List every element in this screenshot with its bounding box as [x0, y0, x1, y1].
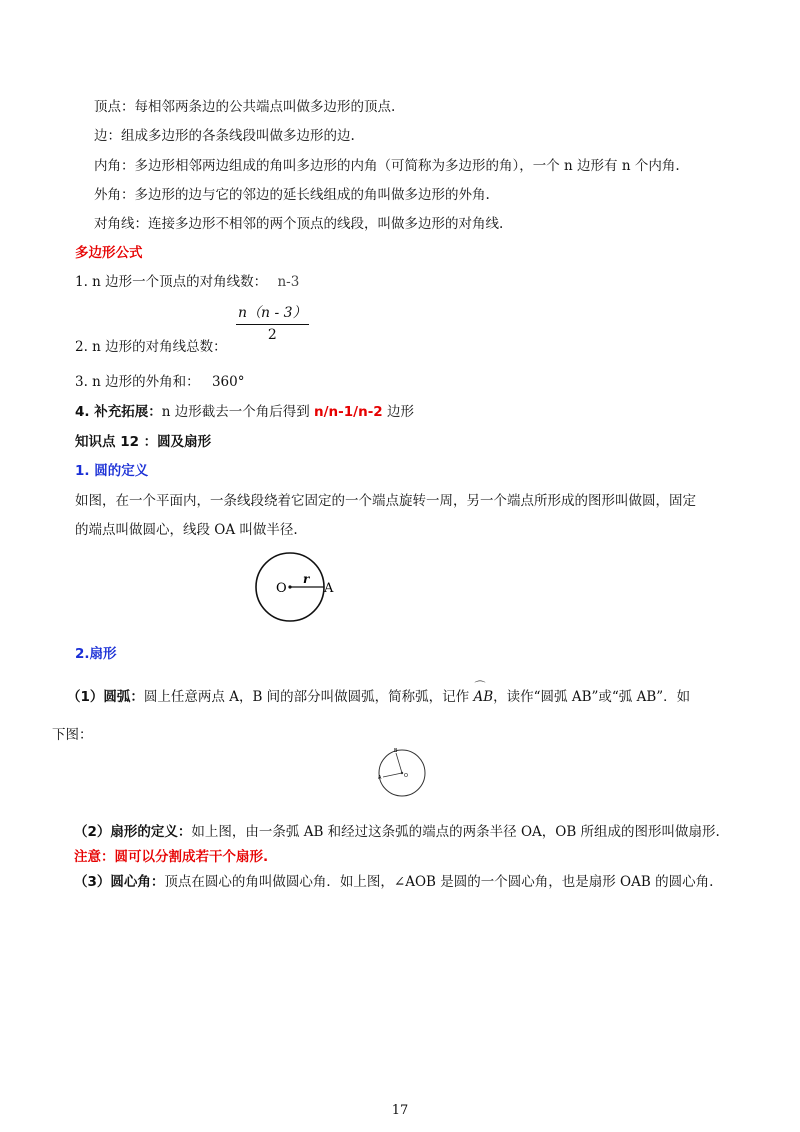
formula-2-label: 2. n 边形的对角线总数： [75, 339, 227, 355]
arc-text-a: 圆上任意两点 A，B 间的部分叫做圆弧，简称弧，记作 [143, 689, 470, 705]
formula-2-numerator: n（n - 3） [236, 302, 309, 325]
arc-symbol: ⌒ AB [473, 688, 493, 706]
formula-3-value: 360° [211, 374, 245, 390]
formula-2-denominator: 2 [267, 327, 277, 343]
formula-4-highlight: n/n-1/n-2 [314, 404, 383, 420]
sector-label-a: A [378, 775, 382, 781]
circle-figure [250, 548, 340, 628]
arc-text-continue: 下图： [52, 727, 93, 743]
sector-label-b: B [394, 748, 398, 754]
def-side: 边：组成多边形的各条线段叫做多边形的边. [94, 128, 355, 144]
formula-4-text-b: 边形 [382, 404, 414, 420]
formula-4 [75, 403, 414, 421]
central-angle-label: （3）圆心角： [74, 874, 165, 890]
def-interior [94, 157, 680, 175]
circle-def-line-1: 如图，在一个平面内，一条线段绕着它固定的一个端点旋转一周，另一个端点所形成的图形叫做圆，固定 [75, 493, 696, 509]
sector-figure [372, 745, 432, 801]
sector-definition [74, 823, 720, 841]
sector-center-dot [401, 772, 403, 774]
def-interior-n2: n [621, 158, 631, 174]
formulas-heading: 多边形公式 [75, 245, 143, 261]
point-a-label: A [324, 581, 334, 596]
subsection-circle-definition: 1. 圆的定义 [75, 463, 149, 479]
def-diagonal: 对角线：连接多边形不相邻的两个顶点的线段，叫做多边形的对角线. [94, 216, 504, 232]
note: 注意：圆可以分割成若干个扇形. [74, 849, 269, 865]
central-angle-definition [74, 873, 713, 891]
center-dot [288, 585, 291, 588]
def-exterior: 外角：多边形的边与它的邻边的延长线组成的角叫做多边形的外角. [94, 187, 490, 203]
radius-label: r [303, 572, 310, 586]
def-vertex: 顶点：每相邻两条边的公共端点叫做多边形的顶点. [94, 99, 396, 115]
sector-label: （2）扇形的定义： [74, 824, 192, 840]
def-interior-text-a: 内角：多边形相邻两边组成的角叫多边形的内角（可简称为多边形的角），一个 [94, 158, 560, 174]
radius-oa [383, 773, 402, 777]
formula-3 [75, 373, 245, 391]
arc-definition [67, 688, 690, 706]
def-interior-n1: n [564, 158, 573, 174]
radius-ob [396, 753, 402, 773]
arc-label: （1）圆弧： [67, 689, 144, 705]
central-angle-text: 顶点在圆心的角叫做圆心角．如上图，∠AOB 是圆的一个圆心角，也是扇形 OAB 的圆心角. [164, 874, 714, 890]
page-number: 17 [391, 1103, 409, 1118]
formula-4-text-a: n 边形截去一个角后得到 [161, 404, 315, 420]
section-title: 知识点 12 ：圆及扇形 [75, 434, 212, 450]
def-interior-text-c: 个内角. [634, 158, 680, 174]
sector-label-o: O [404, 773, 408, 779]
formula-1 [75, 273, 299, 291]
circle-def-line-2: 的端点叫做圆心，线段 OA 叫做半径. [75, 522, 298, 538]
formula-1-value: n-3 [277, 274, 300, 290]
formula-3-label: 3. n 边形的外角和： [75, 374, 200, 390]
subsection-sector: 2.扇形 [75, 646, 117, 662]
center-label: O [276, 581, 287, 596]
formula-2-fraction [236, 302, 309, 343]
formula-4-label: 4. 补充拓展： [75, 404, 162, 420]
def-interior-text-b: 边形有 [577, 158, 618, 174]
formula-1-label: 1. n 边形一个顶点的对角线数： [75, 274, 268, 290]
sector-text: 如上图，由一条弧 AB 和经过这条弧的端点的两条半径 OA，OB 所组成的图形叫做扇形. [191, 824, 720, 840]
arc-text-b: ，读作“圆弧 AB”或“弧 AB”．如 [493, 689, 691, 705]
